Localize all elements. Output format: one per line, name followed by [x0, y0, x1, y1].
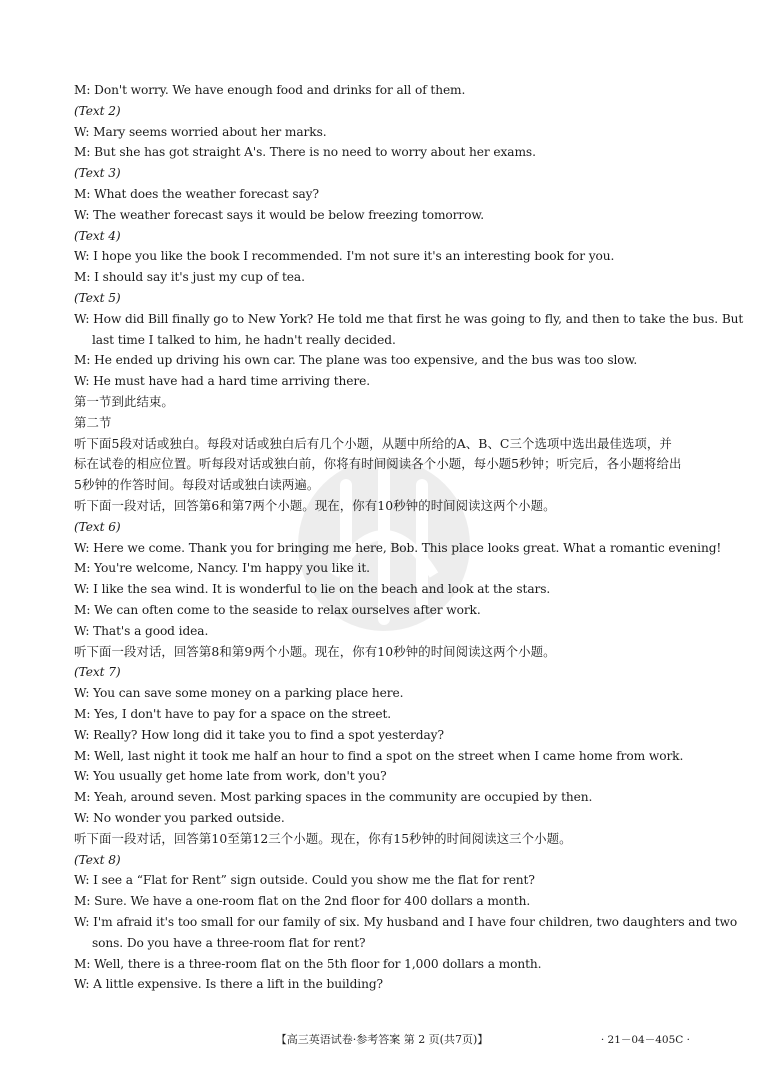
dialog-line: sons. Do you have a three-room flat for rent?: [92, 935, 366, 950]
dialog-line: W: How did Bill finally go to New York? He told me that first he was going to fly, and then to take the bus. But: [74, 311, 744, 326]
text-section-label: (Text 3): [74, 166, 121, 181]
dialog-line: M: He ended up driving his own car. The plane was too expensive, and the bus was too slow.: [74, 353, 638, 368]
instruction-line: 听下面一段对话，回答第10至第12三个小题。现在，你有15秒钟的时间阅读这三个小题。: [74, 830, 572, 846]
instruction-line: 第二节: [74, 414, 112, 430]
dialog-line: M: What does the weather forecast say?: [74, 187, 319, 201]
dialog-line: W: A little expensive. Is there a lift in the building?: [74, 977, 383, 992]
dialog-line: M: We can often come to the seaside to relax ourselves after work.: [74, 603, 481, 617]
dialog-line: M: But she has got straight A's. There is no need to worry about her exams.: [74, 145, 536, 160]
dialog-line: W: He must have had a hard time arriving there.: [74, 374, 370, 389]
dialog-line: W: I like the sea wind. It is wonderful to lie on the beach and look at the stars.: [74, 582, 551, 597]
dialog-line: W: You can save some money on a parking place here.: [74, 686, 404, 701]
instruction-line: 听下面一段对话，回答第8和第9两个小题。现在，你有10秒钟的时间阅读这两个小题。: [74, 643, 556, 659]
dialog-line: W: That's a good idea.: [74, 623, 209, 638]
dialog-line: last time I talked to him, he hadn't really decided.: [92, 332, 396, 347]
text-section-label: (Text 5): [74, 291, 121, 305]
dialog-line: M: I should say it's just my cup of tea.: [74, 270, 305, 285]
dialog-line: W: I'm afraid it's too small for our family of six. My husband and I have four children, two daughters and two: [74, 915, 738, 929]
page-footer-code: · 21－04－405C ·: [600, 1034, 690, 1046]
instruction-line: 听下面5段对话或独白。每段对话或独白后有几个小题，从题中所给的A、B、C三个选项中选出最佳选项，并: [74, 435, 672, 451]
dialog-line: W: I see a “Flat for Rent” sign outside. Could you show me the flat for rent?: [74, 873, 535, 888]
text-section-label: (Text 7): [74, 665, 121, 680]
instruction-line: 第一节到此结束。: [74, 394, 174, 409]
dialog-line: W: No wonder you parked outside.: [74, 811, 285, 825]
text-section-label: (Text 2): [74, 103, 121, 118]
instruction-line: 听下面一段对话，回答第6和第7两个小题。现在，你有10秒钟的时间阅读这两个小题。: [74, 498, 556, 513]
text-section-label: (Text 4): [74, 228, 121, 243]
instruction-line: 5秒钟的作答时间。每段对话或独白读两遍。: [74, 477, 320, 493]
dialog-line: W: Really? How long did it take you to find a spot yesterday?: [74, 727, 444, 742]
instruction-line: 标在试卷的相应位置。听每段对话或独白前，你将有时间阅读各个小题，每小题5秒钟；听完后，各小题将给出: [74, 456, 682, 472]
dialog-line: M: Yeah, around seven. Most parking spaces in the community are occupied by then.: [74, 790, 593, 805]
dialog-line: M: Sure. We have a one-room flat on the 2nd floor for 400 dollars a month.: [74, 894, 531, 909]
dialog-line: M: Well, there is a three-room flat on the 5th floor for 1,000 dollars a month.: [74, 956, 542, 971]
dialog-line: M: Yes, I don't have to pay for a space on the street.: [74, 707, 392, 721]
dialog-line: W: You usually get home late from work, don't you?: [74, 769, 387, 784]
dialog-line: W: Here we come. Thank you for bringing me here, Bob. This place looks great. What a romantic evening!: [74, 540, 722, 555]
dialog-line: M: Well, last night it took me half an hour to find a spot on the street when I came home from work.: [74, 748, 684, 763]
dialog-line: W: I hope you like the book I recommended. I'm not sure it's an interesting book for you.: [74, 249, 615, 264]
dialog-line: M: Don't worry. We have enough food and drinks for all of them.: [74, 83, 466, 97]
page-footer-title: 【高三英语试卷·参考答案 第 2 页(共7页)】: [275, 1033, 489, 1046]
dialog-line: M: You're welcome, Nancy. I'm happy you like it.: [74, 561, 370, 576]
text-section-label: (Text 6): [74, 519, 121, 534]
dialog-line: W: The weather forecast says it would be below freezing tomorrow.: [74, 207, 485, 222]
text-section-label: (Text 8): [74, 852, 121, 867]
dialog-line: W: Mary seems worried about her marks.: [74, 124, 327, 139]
